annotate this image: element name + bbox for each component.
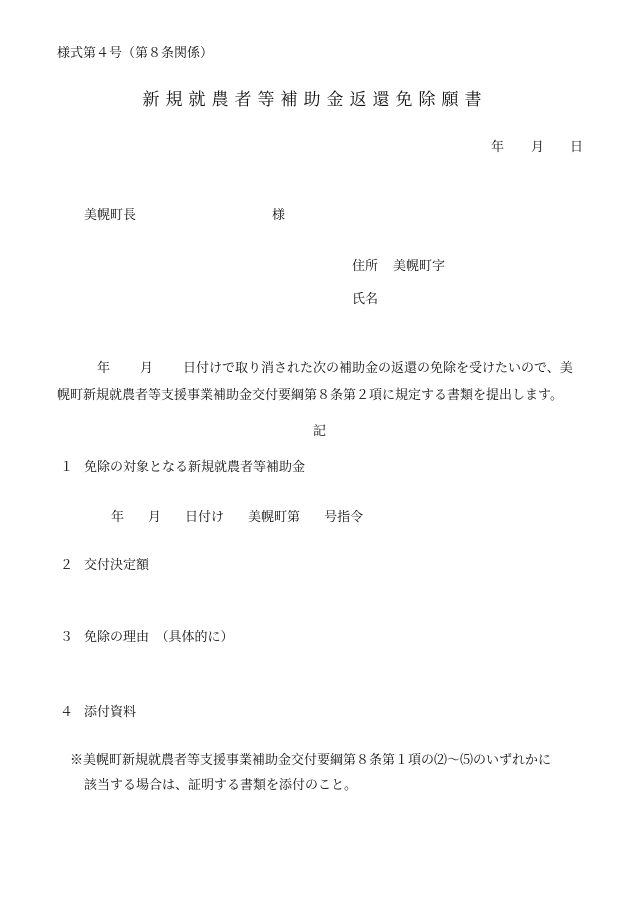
date-month-label: 月 xyxy=(531,140,545,155)
honorific: 様 xyxy=(272,208,286,223)
item-3-number: ３ xyxy=(60,630,74,645)
item-3-label: 免除の理由 （具体的に） xyxy=(84,630,234,645)
name-label: 氏名 xyxy=(352,292,379,307)
item-2-label: 交付決定額 xyxy=(84,558,150,573)
note-line-1: ※美幌町新規就農者等支援事業補助金交付要綱第８条第１項の⑵～⑸のいずれかに xyxy=(70,753,552,768)
address-value: 美幌町字 xyxy=(393,259,446,274)
detail-month: 月 xyxy=(148,510,162,525)
detail-designation: 号指令 xyxy=(324,510,364,525)
body-paragraph-line-1 xyxy=(97,361,573,377)
body-paragraph-line-2: 幌町新規就農者等支援事業補助金交付要綱第８条第２項に規定する書類を提出します。 xyxy=(57,388,563,403)
item-1-label: 免除の対象となる新規就農者等補助金 xyxy=(84,460,306,475)
detail-year: 年 xyxy=(111,510,125,525)
body-text: 日付けで取り消された次の補助金の返還の免除を受けたいので、美 xyxy=(183,361,573,376)
body-month: 月 xyxy=(140,361,154,376)
item-2-number: ２ xyxy=(60,558,74,573)
body-year: 年 xyxy=(97,361,111,376)
item-4-label: 添付資料 xyxy=(84,705,137,720)
detail-town: 美幌町第 xyxy=(248,510,301,525)
addressee: 美幌町長 xyxy=(84,208,137,223)
item-1-number: １ xyxy=(60,460,74,475)
record-mark: 記 xyxy=(313,424,327,439)
address-label: 住所 xyxy=(352,259,379,274)
note-line-2: 該当する場合は、証明する書類を添付のこと。 xyxy=(84,778,358,793)
date-day-label: 日 xyxy=(570,140,584,155)
form-number: 様式第４号（第８条関係） xyxy=(57,46,214,61)
document-title: 新規就農者等補助金返還免除願書 xyxy=(142,90,488,110)
detail-date: 日付け xyxy=(185,510,225,525)
date-year-label: 年 xyxy=(491,140,505,155)
item-1-detail xyxy=(111,510,363,526)
item-4-number: ４ xyxy=(60,705,74,720)
